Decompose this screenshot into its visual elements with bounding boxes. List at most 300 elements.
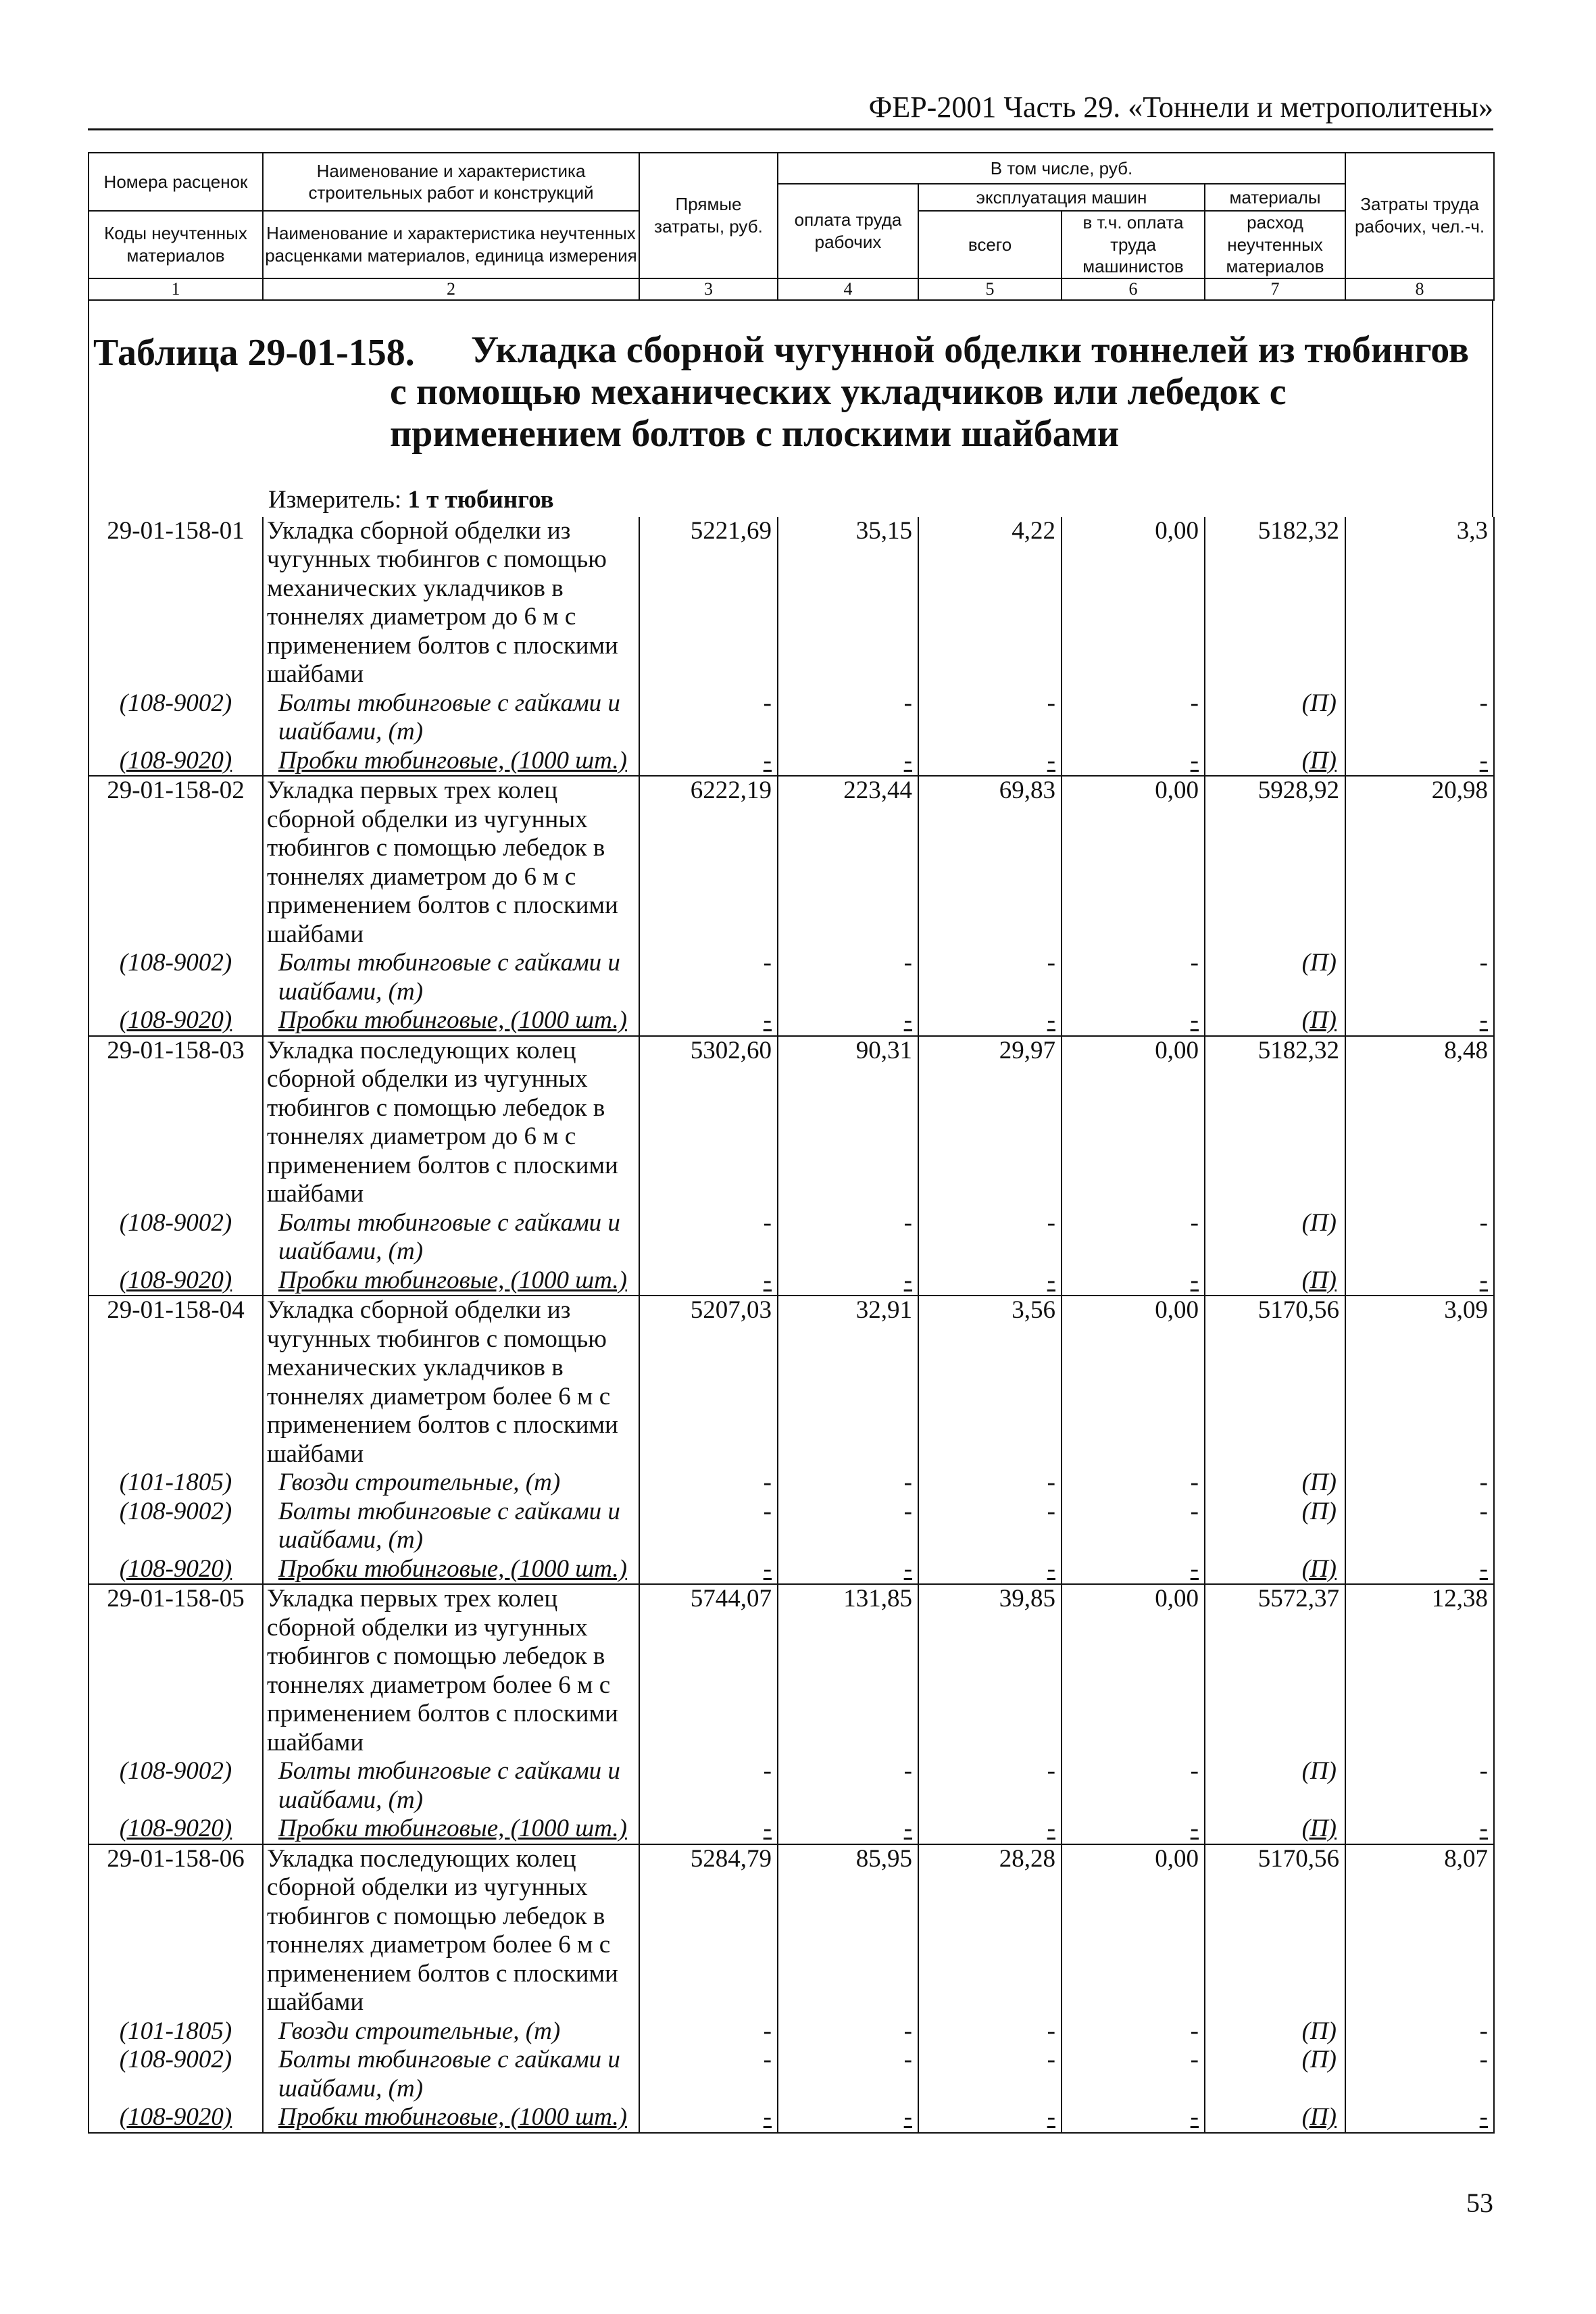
operators-cost-cell [1062,747,1205,777]
rate-code: 29-01-158-04 [107,1296,245,1324]
work-name: Пробки тюбинговые, (1000 шт.) [278,1815,627,1842]
rate-row [89,1584,1494,1757]
labor-cost: - [1479,1497,1488,1525]
direct-cost: - [763,1266,772,1294]
wages-cost: - [903,1757,912,1785]
direct-cost-cell [639,2103,778,2133]
work-name: Гвозди строительные, (т) [278,1469,561,1496]
col-machines-total-header: всего [918,211,1062,278]
operators-cost: 0,00 [1155,1036,1199,1064]
labor-cost-cell [1345,949,1494,1006]
labor-cost: - [1479,2103,1488,2131]
col-machines-header: эксплуатация машин [918,184,1205,211]
col-materials-header: материалы [1205,184,1345,211]
operators-cost-cell [1062,949,1205,1006]
materials-cost: 5182,32 [1257,1036,1339,1064]
wages-cost-cell [778,949,918,1006]
direct-cost: 5302,60 [690,1036,772,1064]
col-direct-cost-header: Прямые затраты, руб. [639,153,778,278]
wages-cost: 85,95 [855,1844,912,1873]
work-name-cell [263,1498,639,1555]
labor-cost: - [1479,1815,1488,1842]
machines-cost: - [1047,949,1055,977]
col-number: 2 [263,278,639,300]
col-number: 3 [639,278,778,300]
direct-cost: - [763,2103,772,2131]
direct-cost: - [763,949,772,977]
materials-cost: 5928,92 [1257,777,1339,804]
labor-cost: 12,38 [1431,1585,1488,1613]
direct-cost: 6222,19 [690,777,772,804]
operators-cost: - [1190,1554,1199,1583]
materials-cost: (П) [1301,2046,1337,2073]
operators-cost-cell [1062,2046,1205,2103]
machines-cost-cell [918,1006,1062,1036]
wages-cost-cell [778,1036,918,1209]
operators-cost: - [1190,746,1199,774]
machines-cost-cell [918,747,1062,777]
rate-code: 29-01-158-05 [107,1585,245,1613]
labor-cost: - [1479,2046,1488,2073]
rate-code-cell [89,1757,263,1815]
measurement-unit: Измеритель: 1 т тюбингов [268,485,554,514]
direct-cost-cell [639,1209,778,1266]
operators-cost-cell [1062,1266,1205,1296]
materials-cost: (П) [1301,689,1337,717]
work-name-cell [263,2017,639,2046]
direct-cost-cell [639,517,778,689]
material-row [89,747,1494,777]
materials-cost-cell [1205,1209,1345,1266]
labor-cost: - [1479,1208,1488,1237]
wages-cost-cell [778,1844,918,2017]
labor-cost-cell [1345,776,1494,949]
operators-cost-cell [1062,1209,1205,1266]
direct-cost: - [763,1757,772,1785]
materials-cost: (П) [1301,1554,1337,1583]
materials-cost: (П) [1301,2103,1337,2131]
wages-cost: - [903,1208,912,1237]
direct-cost: - [763,1815,772,1842]
machines-cost-cell [918,1266,1062,1296]
direct-cost: - [763,689,772,717]
rate-code-cell [89,1469,263,1498]
operators-cost: - [1190,1006,1199,1034]
machines-cost: 4,22 [1012,516,1055,545]
materials-cost-cell [1205,2017,1345,2046]
material-row [89,1757,1494,1815]
material-row [89,2046,1494,2103]
column-header-table [88,152,1495,301]
direct-cost: - [763,2017,772,2045]
materials-cost: 5182,32 [1257,516,1339,545]
wages-cost-cell [778,1498,918,1555]
col-material-codes-header: Коды неучтенных материалов [89,211,263,278]
wages-cost: - [903,1554,912,1583]
operators-cost: - [1190,2046,1199,2073]
materials-cost-cell [1205,1296,1345,1469]
machines-cost-cell [918,1555,1062,1585]
operators-cost-cell [1062,689,1205,747]
wages-cost-cell [778,689,918,747]
rate-code-cell [89,1815,263,1844]
rate-code-cell [89,776,263,949]
col-number: 1 [89,278,263,300]
rate-code-cell [89,1036,263,1209]
wages-cost-cell [778,776,918,949]
material-row [89,1469,1494,1498]
work-name-cell [263,2046,639,2103]
operators-cost-cell [1062,1006,1205,1036]
rate-code: (108-9002) [119,949,232,977]
machines-cost: - [1047,746,1055,774]
labor-cost: - [1479,1006,1488,1034]
rate-code: (108-9020) [119,1266,232,1294]
labor-cost: - [1479,949,1488,977]
materials-cost: (П) [1301,746,1337,774]
wages-cost: - [903,2046,912,2073]
machines-cost-cell [918,776,1062,949]
labor-cost: - [1479,2017,1488,2045]
materials-cost: (П) [1301,1469,1337,1496]
labor-cost-cell [1345,1757,1494,1815]
direct-cost: - [763,1469,772,1496]
materials-cost-cell [1205,1555,1345,1585]
operators-cost: - [1190,949,1199,977]
labor-cost-cell [1345,1469,1494,1498]
work-name-cell [263,1266,639,1296]
rate-code-cell [89,1006,263,1036]
rate-code-cell [89,1209,263,1266]
materials-cost-cell [1205,1036,1345,1209]
direct-cost: 5207,03 [690,1296,772,1324]
rate-code: (108-9002) [119,689,232,717]
materials-cost-cell [1205,1498,1345,1555]
page-number: 53 [1466,2188,1493,2218]
operators-cost-cell [1062,517,1205,689]
direct-cost-cell [639,1498,778,1555]
table-title: Укладка сборной чугунной обделки тоннелей из тюбингов с помощью механических укладчиков или лебедок с применением болтов с плоскими шайбами [390,328,1470,455]
materials-cost: 5170,56 [1257,1296,1339,1324]
materials-cost: (П) [1301,1815,1337,1842]
rate-code: (108-9020) [119,1006,232,1034]
machines-cost: - [1047,2103,1055,2131]
operators-cost: - [1190,689,1199,717]
work-name-cell [263,776,639,949]
wages-cost: 223,44 [843,777,912,804]
machines-cost: - [1047,689,1055,717]
machines-cost-cell [918,1469,1062,1498]
labor-cost: - [1479,1266,1488,1294]
wages-cost-cell [778,1555,918,1585]
wages-cost-cell [778,1296,918,1469]
material-row [89,1209,1494,1266]
material-row [89,2017,1494,2046]
wages-cost-cell [778,747,918,777]
wages-cost-cell [778,1815,918,1844]
rate-code: (101-1805) [119,2017,232,2045]
labor-cost: 8,07 [1444,1844,1488,1873]
col-operators-header: в т.ч. оплата труда машинистов [1062,211,1205,278]
col-rate-number-header: Номера расценок [89,153,263,211]
labor-cost-cell [1345,2046,1494,2103]
materials-cost: (П) [1301,1266,1337,1294]
material-row [89,1555,1494,1585]
labor-cost-cell [1345,1296,1494,1469]
labor-cost: 20,98 [1431,777,1488,804]
operators-cost: 0,00 [1155,1844,1199,1873]
col-work-name-header: Наименование и характеристика строительных работ и конструкций [263,153,639,211]
rate-code-cell [89,517,263,689]
materials-cost-cell [1205,1815,1345,1844]
work-name-cell [263,689,639,747]
wages-cost-cell [778,1209,918,1266]
work-name-cell [263,747,639,777]
operators-cost-cell [1062,1469,1205,1498]
work-name-cell [263,1469,639,1498]
rate-code-cell [89,747,263,777]
work-name-cell [263,517,639,689]
labor-cost: - [1479,1469,1488,1496]
wages-cost: - [903,1006,912,1034]
machines-cost: - [1047,1554,1055,1583]
materials-cost-cell [1205,1266,1345,1296]
direct-cost: - [763,1497,772,1525]
machines-cost-cell [918,1296,1062,1469]
direct-cost-cell [639,1036,778,1209]
work-name: Болты тюбинговые с гайками и шайбами, (т) [278,2046,620,2102]
operators-cost: - [1190,2017,1199,2045]
materials-cost-cell [1205,689,1345,747]
operators-cost: - [1190,1208,1199,1237]
operators-cost: - [1190,1815,1199,1842]
material-row [89,1815,1494,1844]
wages-cost-cell [778,2103,918,2133]
operators-cost: 0,00 [1155,1296,1199,1324]
direct-cost-cell [639,1469,778,1498]
work-name: Пробки тюбинговые, (1000 шт.) [278,2103,627,2131]
rate-code-cell [89,2017,263,2046]
work-name: Укладка сборной обделки из чугунных тюбингов с помощью механических укладчиков в тоннелях диаметром до 6 м с применением болтов с плоскими шайбами [267,516,618,688]
materials-cost-cell [1205,2103,1345,2133]
labor-cost-cell [1345,1266,1494,1296]
work-name: Укладка первых трех колец сборной обделки из чугунных тюбингов с помощью лебедок в тоннелях диаметром до 6 м с применением болтов с плоскими шайбами [267,777,618,948]
direct-cost: - [763,1208,772,1237]
wages-cost: - [903,2017,912,2045]
rate-code: (108-9002) [119,1208,232,1237]
materials-cost-cell [1205,949,1345,1006]
material-row [89,949,1494,1006]
work-name-cell [263,1209,639,1266]
wages-cost-cell [778,517,918,689]
work-name: Гвозди строительные, (т) [278,2017,561,2045]
rate-code-cell [89,1498,263,1555]
wages-cost: 35,15 [855,516,912,545]
materials-cost: (П) [1301,1757,1337,1785]
rate-sheet [88,152,1493,2134]
col-labor-header: Затраты труда рабочих, чел.-ч. [1345,153,1494,278]
rate-code-cell [89,2046,263,2103]
rate-code: (101-1805) [119,1469,232,1496]
col-wages-header: оплата труда рабочих [778,184,918,278]
direct-cost: 5284,79 [690,1844,772,1873]
operators-cost: - [1190,1266,1199,1294]
wages-cost: - [903,1266,912,1294]
materials-cost-cell [1205,517,1345,689]
wages-cost-cell [778,2046,918,2103]
work-name: Болты тюбинговые с гайками и шайбами, (т) [278,1497,620,1554]
materials-cost-cell [1205,776,1345,949]
operators-cost: - [1190,2103,1199,2131]
rate-code-cell [89,1584,263,1757]
work-name-cell [263,1006,639,1036]
material-row [89,1006,1494,1036]
machines-cost: 3,56 [1012,1296,1055,1324]
machines-cost-cell [918,2046,1062,2103]
wages-cost: - [903,1497,912,1525]
rate-code-cell [89,689,263,747]
machines-cost: 29,97 [999,1036,1055,1064]
operators-cost: 0,00 [1155,777,1199,804]
direct-cost: 5221,69 [690,516,772,545]
rate-code: (108-9002) [119,1497,232,1525]
rate-code-cell [89,949,263,1006]
labor-cost-cell [1345,1209,1494,1266]
table-number: Таблица 29-01-158. [93,331,415,374]
wages-cost: - [903,1469,912,1496]
labor-cost-cell [1345,2017,1494,2046]
rate-row [89,517,1494,689]
header-title: ФЕР-2001 Часть 29. «Тоннели и метрополитены» [868,91,1493,124]
work-name: Пробки тюбинговые, (1000 шт.) [278,1554,627,1583]
col-number: 5 [918,278,1062,300]
rate-code: (108-9020) [119,746,232,774]
wages-cost: - [903,2103,912,2131]
labor-cost-cell [1345,1006,1494,1036]
operators-cost-cell [1062,1844,1205,2017]
direct-cost-cell [639,949,778,1006]
direct-cost-cell [639,1844,778,2017]
col-material-names-header: Наименование и характеристика неучтенных расценками материалов, единица измерения [263,211,639,278]
direct-cost-cell [639,1555,778,1585]
materials-cost-cell [1205,1006,1345,1036]
direct-cost-cell [639,776,778,949]
work-name: Болты тюбинговые с гайками и шайбами, (т) [278,1208,620,1265]
rate-row [89,776,1494,949]
direct-cost-cell [639,689,778,747]
direct-cost-cell [639,1266,778,1296]
machines-cost: - [1047,1006,1055,1034]
labor-cost: 8,48 [1444,1036,1488,1064]
operators-cost: - [1190,1757,1199,1785]
direct-cost-cell [639,1584,778,1757]
work-name-cell [263,949,639,1006]
labor-cost-cell [1345,517,1494,689]
col-number: 7 [1205,278,1345,300]
rate-code: 29-01-158-02 [107,777,245,804]
materials-cost: (П) [1301,1208,1337,1237]
machines-cost: 28,28 [999,1844,1055,1873]
work-name: Болты тюбинговые с гайками и шайбами, (т) [278,1757,620,1814]
wages-cost: - [903,949,912,977]
rate-code-cell [89,1844,263,2017]
operators-cost-cell [1062,2017,1205,2046]
operators-cost: 0,00 [1155,1585,1199,1613]
machines-cost: - [1047,2017,1055,2045]
direct-cost: 5744,07 [690,1585,772,1613]
wages-cost: - [903,1815,912,1842]
rate-code: 29-01-158-06 [107,1844,245,1873]
labor-cost-cell [1345,1844,1494,2017]
machines-cost-cell [918,2017,1062,2046]
operators-cost-cell [1062,1036,1205,1209]
material-row [89,1266,1494,1296]
rate-row [89,1296,1494,1469]
operators-cost-cell [1062,1498,1205,1555]
direct-cost-cell [639,1757,778,1815]
wages-cost: 32,91 [855,1296,912,1324]
operators-cost-cell [1062,1296,1205,1469]
work-name: Болты тюбинговые с гайками и шайбами, (т) [278,949,620,1006]
work-name: Пробки тюбинговые, (1000 шт.) [278,1266,627,1294]
work-name: Пробки тюбинговые, (1000 шт.) [278,1006,627,1034]
work-name-cell [263,1757,639,1815]
col-including-header: В том числе, руб. [778,153,1345,184]
col-number: 8 [1345,278,1494,300]
materials-cost-cell [1205,2046,1345,2103]
material-row [89,1498,1494,1555]
machines-cost: - [1047,2046,1055,2073]
rate-code-cell [89,1296,263,1469]
machines-cost-cell [918,949,1062,1006]
direct-cost-cell [639,747,778,777]
labor-cost: - [1479,1554,1488,1583]
work-name-cell [263,1555,639,1585]
machines-cost-cell [918,1498,1062,1555]
materials-cost-cell [1205,1584,1345,1757]
work-name-cell [263,1036,639,1209]
work-name: Укладка первых трех колец сборной обделки из чугунных тюбингов с помощью лебедок в тоннелях диаметром более 6 м с применением болтов с плоскими шайбами [267,1585,618,1756]
labor-cost-cell [1345,1555,1494,1585]
rate-code: (108-9020) [119,1815,232,1842]
materials-cost-cell [1205,1844,1345,2017]
rates-table [88,517,1495,2134]
wages-cost: - [903,746,912,774]
machines-cost-cell [918,689,1062,747]
operators-cost: - [1190,1497,1199,1525]
labor-cost-cell [1345,2103,1494,2133]
work-name: Болты тюбинговые с гайками и шайбами, (т) [278,689,620,745]
work-name-cell [263,1844,639,2017]
rate-code-cell [89,1555,263,1585]
wages-cost: 131,85 [843,1585,912,1613]
direct-cost-cell [639,1296,778,1469]
rate-code: (108-9020) [119,2103,232,2131]
work-name-cell [263,1296,639,1469]
operators-cost: 0,00 [1155,516,1199,545]
materials-cost: 5170,56 [1257,1844,1339,1873]
work-name-cell [263,2103,639,2133]
labor-cost-cell [1345,1036,1494,1209]
wages-cost-cell [778,2017,918,2046]
materials-cost: (П) [1301,1497,1337,1525]
materials-cost-cell [1205,747,1345,777]
wages-cost-cell [778,1757,918,1815]
materials-cost: 5572,37 [1257,1585,1339,1613]
rate-code: (108-9020) [119,1554,232,1583]
work-name: Укладка сборной обделки из чугунных тюбингов с помощью механических укладчиков в тоннелях диаметром более 6 м с применением болтов с плоскими шайбами [267,1296,618,1468]
rate-code: (108-9002) [119,2046,232,2073]
